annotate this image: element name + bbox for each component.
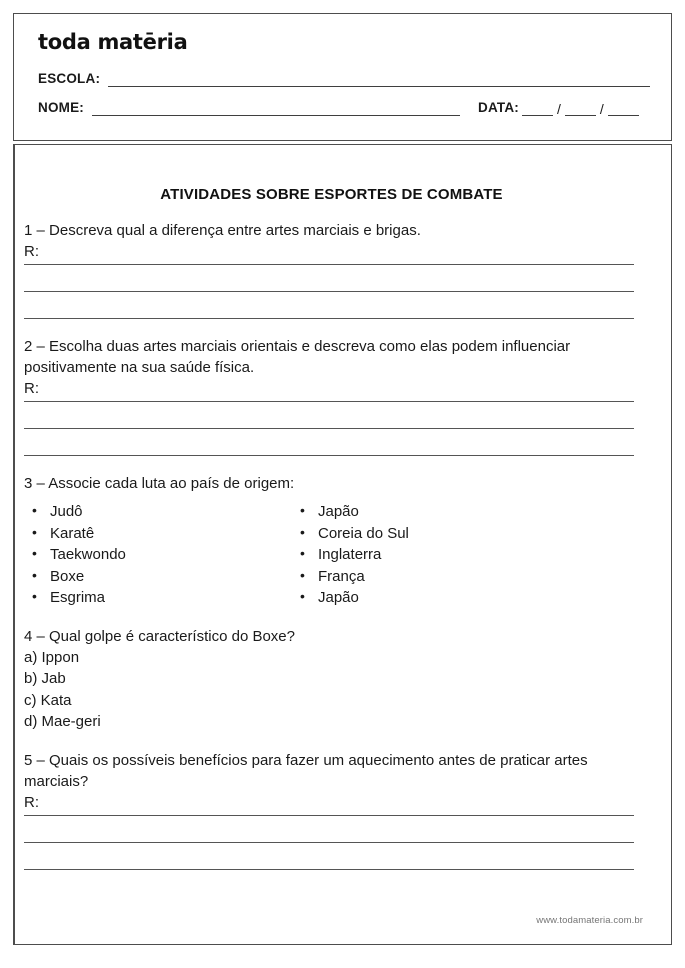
list-item: • Japão xyxy=(292,587,409,609)
question-2-answer-lines xyxy=(24,393,647,456)
question-1-text: 1 – Descreva qual a diferença entre artes marciais e brigas. xyxy=(24,222,421,239)
worksheet-content xyxy=(24,156,647,870)
page-title: ATIVIDADES SOBRE ESPORTES DE COMBATE xyxy=(160,186,503,203)
nome-input-rule[interactable] xyxy=(92,102,460,116)
question-5-answer-lines xyxy=(24,807,647,870)
question-1 xyxy=(24,220,647,319)
data-slash-1: / xyxy=(557,101,561,117)
option-b[interactable]: b) Jab xyxy=(24,670,66,687)
question-4 xyxy=(24,626,647,733)
answer-line[interactable] xyxy=(24,393,634,402)
list-item: • Esgrima xyxy=(24,587,292,609)
data-day-blank[interactable] xyxy=(522,103,553,116)
answer-line[interactable] xyxy=(24,807,634,816)
fights-column xyxy=(24,501,292,609)
answer-line[interactable] xyxy=(24,256,634,265)
question-3 xyxy=(24,473,647,609)
header-box xyxy=(13,13,672,141)
question-3-text: 3 – Associe cada luta ao país de origem: xyxy=(24,475,295,492)
question-4-text: 4 – Qual golpe é característico do Boxe? xyxy=(24,627,295,645)
question-4-options xyxy=(24,647,647,733)
data-slash-2: / xyxy=(599,101,604,117)
list-item: • Boxe xyxy=(24,566,292,588)
option-a[interactable]: a) Ippon xyxy=(24,648,80,666)
answer-line[interactable] xyxy=(24,429,634,456)
list-item: • Japão xyxy=(292,501,409,523)
answer-line[interactable] xyxy=(24,292,634,319)
answer-line[interactable] xyxy=(24,843,634,870)
escola-label: ESCOLA: xyxy=(38,71,101,86)
answer-line[interactable] xyxy=(24,265,634,292)
question-1-answer-lines xyxy=(24,256,647,319)
answer-line[interactable] xyxy=(24,402,634,429)
nome-field-row xyxy=(38,100,650,116)
list-item: • Judô xyxy=(24,501,292,523)
data-label: DATA: xyxy=(478,100,519,115)
list-item: • Taekwondo xyxy=(24,544,292,566)
question-2-text: 2 – Escolha duas artes marciais orientais e descreva como elas podem influenciar positivamente na sua saúde física. xyxy=(24,338,571,376)
escola-input-rule[interactable] xyxy=(108,73,650,87)
list-item: • Coreia do Sul xyxy=(292,523,409,545)
data-field-group xyxy=(478,100,642,116)
nome-label: NOME: xyxy=(38,100,84,115)
question-2-answer-label: R: xyxy=(24,380,39,397)
list-item: • Inglaterra xyxy=(292,544,409,566)
escola-field-row xyxy=(38,71,650,87)
brand-logo: toda matēria xyxy=(38,30,188,54)
option-d[interactable]: d) Mae-geri xyxy=(24,713,101,730)
countries-column xyxy=(292,501,409,609)
question-1-answer-label: R: xyxy=(24,243,39,260)
option-c[interactable]: c) Kata xyxy=(24,691,72,709)
question-5 xyxy=(24,750,647,870)
list-item: • França xyxy=(292,566,409,588)
answer-line[interactable] xyxy=(24,816,634,843)
data-year-blank[interactable] xyxy=(608,103,639,116)
match-columns xyxy=(24,501,647,609)
question-5-answer-label: R: xyxy=(24,793,39,811)
data-month-blank[interactable] xyxy=(565,103,596,116)
list-item: • Karatê xyxy=(24,523,292,545)
site-url: www.todamateria.com.br xyxy=(536,915,643,926)
question-5-text: 5 – Quais os possíveis benefícios para fazer um aquecimento antes de praticar artes marciais? xyxy=(24,751,588,790)
question-2 xyxy=(24,336,647,456)
